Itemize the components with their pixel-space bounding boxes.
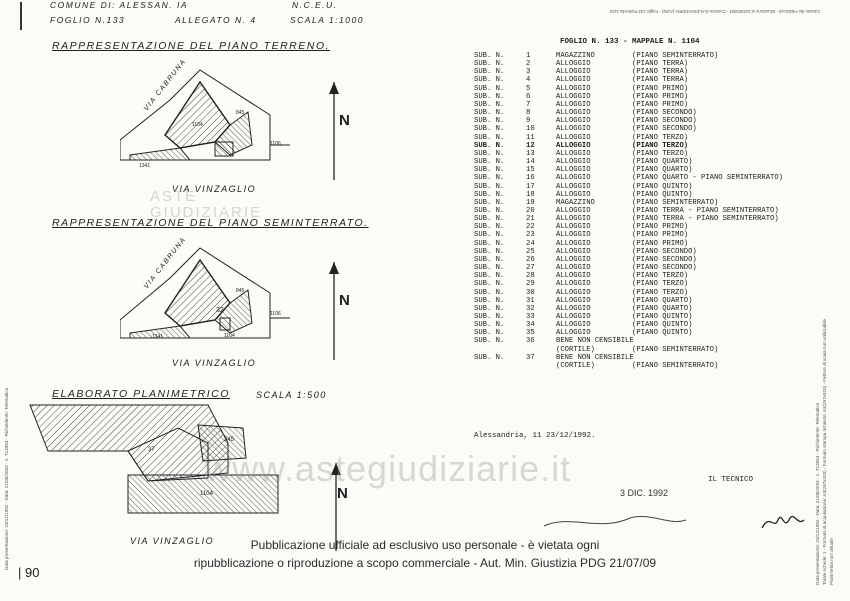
row-sub: SUB. N. — [474, 288, 505, 297]
row-floor: (PIANO TERRA - PIANO SEMINTERRATO) — [632, 215, 779, 224]
right-margin-note-2: Totale schede: 1 - Formato di acquisizione: A3(297x420) - Formato stampa richiesto: A3(297x420) - Fattore di scala non utilizzabile — [822, 318, 827, 585]
row-number: 29 — [526, 280, 535, 289]
footer-date: Alessandria, 11 23/12/1992. — [474, 432, 596, 440]
row-number: 19 — [526, 198, 535, 207]
row-use: ALLOGGIO — [556, 231, 591, 240]
row-number: 4 — [526, 76, 531, 85]
right-margin-note-1: Data presentazione: 23/12/1992 - Data: 21/06/2004 - n. T13054 - Richiedente: Telematico — [815, 402, 820, 585]
row-floor: (PIANO TERRA) — [632, 60, 689, 69]
table-row — [474, 134, 804, 142]
row-use: ALLOGGIO — [556, 60, 591, 69]
basement-street: VIA VINZAGLIO — [172, 358, 257, 368]
ground-floor-street: VIA VINZAGLIO — [172, 184, 257, 194]
table-row — [474, 85, 804, 93]
north-arrow-icon — [326, 82, 350, 182]
footer-tecnico: IL TECNICO — [708, 476, 754, 484]
row-number: 27 — [526, 264, 535, 273]
basement-label-1104: 1104 — [224, 333, 235, 339]
row-sub: SUB. N. — [474, 247, 505, 256]
table-row — [474, 329, 804, 337]
row-use: ALLOGGIO — [556, 288, 591, 297]
ground-floor-label-1104: 1104 — [192, 122, 203, 128]
row-floor: (PIANO SECONDO) — [632, 255, 697, 264]
row-number: 25 — [526, 247, 535, 256]
row-number: 20 — [526, 206, 535, 215]
row-sub: SUB. N. — [474, 117, 505, 126]
row-sub: SUB. N. — [474, 182, 505, 191]
row-floor: (PIANO QUINTO) — [632, 329, 693, 338]
row-use: ALLOGGIO — [556, 141, 591, 150]
row-floor: (PIANO QUARTO) — [632, 304, 693, 313]
row-sub: SUB. N. — [474, 52, 505, 60]
row-floor: (PIANO QUARTO) — [632, 296, 693, 305]
row-sub: SUB. N. — [474, 255, 505, 264]
row-floor: (PIANO QUARTO) — [632, 158, 693, 167]
row-sub: SUB. N. — [474, 337, 505, 346]
row-sub: SUB. N. — [474, 239, 505, 248]
row-floor: (PIANO TERZO) — [632, 280, 689, 289]
row-sub: SUB. N. — [474, 166, 505, 175]
row-sub: SUB. N. — [474, 198, 505, 207]
row-floor: (PIANO PRIMO) — [632, 84, 689, 93]
row-floor: (PIANO TERZO) — [632, 149, 689, 158]
row-floor: (PIANO PRIMO) — [632, 100, 689, 109]
notice-line-2: ripubblicazione o riproduzione a scopo commerciale - Aut. Min. Giustizia PDG 21/07/09 — [193, 556, 657, 570]
row-use: ALLOGGIO — [556, 304, 591, 313]
table-row — [474, 52, 804, 60]
row-floor: (PIANO SECONDO) — [632, 264, 697, 273]
watermark-brand-top: ASTE — [150, 188, 198, 205]
row-use: ALLOGGIO — [556, 117, 591, 126]
signature-icon — [760, 508, 806, 534]
row-sub: SUB. N. — [474, 280, 505, 289]
row-sub: SUB. N. — [474, 133, 505, 142]
row-number: 18 — [526, 190, 535, 199]
row-floor: (PIANO QUINTO) — [632, 190, 693, 199]
row-sub: SUB. N. — [474, 158, 505, 167]
row-use: ALLOGGIO — [556, 100, 591, 109]
row-number: 14 — [526, 158, 535, 167]
page-number-value: 90 — [25, 565, 40, 580]
row-number: 1 — [526, 52, 531, 60]
row-floor: (PIANO SECONDO) — [632, 117, 697, 126]
row-floor: (PIANO TERRA) — [632, 68, 689, 77]
table-row — [474, 289, 804, 297]
row-use: ALLOGGIO — [556, 158, 591, 167]
row-number: 35 — [526, 329, 535, 338]
row-sub: SUB. N. — [474, 109, 505, 118]
row-sub: SUB. N. — [474, 84, 505, 93]
ground-floor-label-1106: 1106 — [270, 141, 281, 147]
row-floor: (PIANO PRIMO) — [632, 92, 689, 101]
ground-floor-label-845: 845 — [236, 110, 245, 116]
table-row — [474, 142, 804, 150]
row-number: 17 — [526, 182, 535, 191]
site-plan-scale: SCALA 1:500 — [256, 390, 327, 400]
row-floor: (PIANO QUINTO) — [632, 321, 693, 330]
row-use: ALLOGGIO — [556, 133, 591, 142]
row-number: 37 — [526, 353, 535, 362]
table-row — [474, 346, 804, 354]
row-number: 31 — [526, 296, 535, 305]
row-use: ALLOGGIO — [556, 166, 591, 175]
table-row — [474, 183, 804, 191]
row-number: 22 — [526, 223, 535, 232]
ground-floor-north: N — [339, 112, 350, 129]
watermark-brand-bottom: GIUDIZIARIE — [150, 204, 263, 221]
table-row — [474, 248, 804, 256]
table-row — [474, 272, 804, 280]
site-plan-street: VIA VINZAGLIO — [130, 536, 215, 546]
stamp-smudge — [540, 506, 690, 536]
table-heading: FOGLIO N. 133 - MAPPALE N. 1104 — [560, 38, 700, 46]
basement-label-845: 845 — [236, 288, 245, 294]
row-number: 12 — [526, 141, 535, 150]
row-sub: SUB. N. — [474, 141, 505, 150]
row-number: 21 — [526, 215, 535, 224]
row-number: 16 — [526, 174, 535, 183]
row-use: (CORTILE) — [556, 345, 595, 354]
top-margin-note: Catasto dei Fabbricati - Situazione al 21/06/2004 - Comune di ALESSANDRIA (A182) - Foglio 133 Particella 1104 — [609, 9, 820, 14]
table-row — [474, 207, 804, 215]
basement-label-1106: 1106 — [270, 311, 281, 317]
row-use: ALLOGGIO — [556, 255, 591, 264]
row-use: ALLOGGIO — [556, 313, 591, 321]
row-sub: SUB. N. — [474, 125, 505, 134]
row-use: ALLOGGIO — [556, 76, 591, 85]
row-use: ALLOGGIO — [556, 272, 591, 281]
header-scala: SCALA 1:1000 — [290, 15, 364, 25]
row-floor — [632, 337, 804, 345]
row-use: ALLOGGIO — [556, 264, 591, 273]
site-plan-title: ELABORATO PLANIMETRICO — [52, 388, 230, 400]
row-floor — [632, 354, 804, 362]
basement-side-street: VIA CABRUNA — [143, 235, 188, 291]
table-row — [474, 199, 804, 207]
table-row — [474, 305, 804, 313]
table-row — [474, 362, 804, 370]
north-arrow-icon — [326, 262, 350, 362]
table-row — [474, 354, 804, 362]
row-number: 6 — [526, 92, 531, 101]
header-foglio: FOGLIO N.133 — [50, 15, 126, 25]
row-use: ALLOGGIO — [556, 149, 591, 158]
table-row — [474, 313, 804, 321]
row-sub: SUB. N. — [474, 296, 505, 305]
table-row — [474, 240, 804, 248]
header-nceu: N.C.E.U. — [292, 0, 338, 10]
table-row — [474, 68, 804, 76]
row-number: 23 — [526, 231, 535, 240]
row-use: ALLOGGIO — [556, 190, 591, 199]
row-use: (CORTILE) — [556, 361, 595, 370]
right-margin-note-3: Planimetria non attuale — [829, 538, 834, 585]
row-sub: SUB. N. — [474, 100, 505, 109]
table-row — [474, 166, 804, 174]
row-floor: (PIANO SECONDO) — [632, 247, 697, 256]
row-floor: (PIANO QUARTO) — [632, 166, 693, 175]
row-floor: (PIANO PRIMO) — [632, 223, 689, 232]
row-sub: SUB. N. — [474, 329, 505, 338]
row-number: 13 — [526, 149, 535, 158]
left-margin-note: Data presentazione: 23/12/1992 - Data: 21/06/2004 - n. T13054 - Richiedente: Telematico — [4, 387, 9, 570]
row-use: ALLOGGIO — [556, 92, 591, 101]
row-floor: (PIANO TERZO) — [632, 141, 689, 150]
table-row — [474, 174, 804, 182]
table-row — [474, 280, 804, 288]
row-floor: (PIANO SEMINTERRATO) — [632, 361, 719, 370]
row-use: ALLOGGIO — [556, 296, 591, 305]
row-sub: SUB. N. — [474, 353, 505, 362]
page-number: | 90 — [18, 565, 40, 580]
row-number: 24 — [526, 239, 535, 248]
row-floor: (PIANO TERZO) — [632, 272, 689, 281]
row-sub: SUB. N. — [474, 190, 505, 199]
row-floor: (PIANO SECONDO) — [632, 109, 697, 118]
row-use: ALLOGGIO — [556, 321, 591, 330]
row-number: 3 — [526, 68, 531, 77]
row-floor: (PIANO QUARTO - PIANO SEMINTERRATO) — [632, 174, 783, 183]
ground-floor-title: RAPPRESENTAZIONE DEL PIANO TERRENO. — [52, 40, 330, 52]
row-floor: (PIANO TERRA) — [632, 76, 689, 85]
row-sub: SUB. N. — [474, 76, 505, 85]
sub-table — [474, 52, 804, 370]
basement-north: N — [339, 292, 350, 309]
row-number: 11 — [526, 133, 535, 142]
site-plan-north: N — [337, 485, 348, 502]
basement-plan — [120, 235, 310, 356]
row-sub: SUB. N. — [474, 231, 505, 240]
row-floor: (PIANO TERZO) — [632, 133, 689, 142]
row-number: 26 — [526, 255, 535, 264]
row-sub: SUB. N. — [474, 313, 505, 321]
row-use: ALLOGGIO — [556, 215, 591, 224]
row-use: ALLOGGIO — [556, 329, 591, 338]
row-number: 7 — [526, 100, 531, 109]
row-floor: (PIANO SEMINTERRATO) — [632, 345, 719, 354]
footer-stamp: 3 DIC. 1992 — [620, 488, 669, 498]
basement-label-32: 32 — [216, 307, 224, 314]
table-row — [474, 125, 804, 133]
row-floor: (PIANO SECONDO) — [632, 125, 697, 134]
row-floor: (PIANO TERZO) — [632, 288, 689, 297]
row-use: ALLOGGIO — [556, 206, 591, 215]
row-floor: (PIANO QUINTO) — [632, 182, 693, 191]
table-row — [474, 215, 804, 223]
row-number: 34 — [526, 321, 535, 330]
ground-floor-label-1341: 1341 — [139, 163, 151, 169]
row-floor: (PIANO SEMINTERRATO) — [632, 52, 719, 60]
row-sub: SUB. N. — [474, 174, 505, 183]
table-row — [474, 150, 804, 158]
row-number: 36 — [526, 337, 535, 346]
row-sub — [474, 346, 526, 354]
ground-floor-plan — [120, 57, 310, 190]
row-floor: (PIANO QUINTO) — [632, 313, 693, 321]
notice-line-1: Pubblicazione ufficiale ad esclusivo uso personale - è vietata ogni — [250, 538, 600, 552]
row-sub: SUB. N. — [474, 272, 505, 281]
site-plan-label-37: 37 — [148, 447, 155, 453]
table-row — [474, 93, 804, 101]
row-sub: SUB. N. — [474, 68, 505, 77]
row-sub: SUB. N. — [474, 264, 505, 273]
row-sub: SUB. N. — [474, 304, 505, 313]
table-row — [474, 158, 804, 166]
table-row — [474, 117, 804, 125]
row-number — [526, 346, 556, 354]
row-use: BENE NON CENSIBILE — [556, 337, 634, 346]
row-sub: SUB. N. — [474, 321, 505, 330]
table-row — [474, 76, 804, 84]
left-border-mark — [20, 2, 22, 30]
row-sub: SUB. N. — [474, 60, 505, 69]
row-use: ALLOGGIO — [556, 174, 591, 183]
row-floor: (PIANO PRIMO) — [632, 239, 689, 248]
table-row — [474, 60, 804, 68]
row-floor: (PIANO TERRA - PIANO SEMINTERRATO) — [632, 206, 779, 215]
ground-floor-side-street: VIA CABRUNA — [143, 57, 188, 113]
row-sub: SUB. N. — [474, 223, 505, 232]
row-number: 33 — [526, 313, 535, 321]
row-number: 8 — [526, 109, 531, 118]
table-row — [474, 297, 804, 305]
basement-label-1341: 1341 — [152, 334, 164, 340]
row-sub: SUB. N. — [474, 92, 505, 101]
row-use: ALLOGGIO — [556, 68, 591, 77]
table-row — [474, 264, 804, 272]
table-row — [474, 231, 804, 239]
row-number: 32 — [526, 304, 535, 313]
watermark-site: www.astegiudiziarie.it — [205, 448, 572, 489]
row-number — [526, 362, 556, 370]
row-use: MAGAZZINO — [556, 198, 595, 207]
row-number: 15 — [526, 166, 535, 175]
row-use: BENE NON CENSIBILE — [556, 353, 634, 362]
row-use: ALLOGGIO — [556, 280, 591, 289]
table-row — [474, 101, 804, 109]
table-row — [474, 191, 804, 199]
row-sub: SUB. N. — [474, 149, 505, 158]
row-number: 2 — [526, 60, 531, 69]
site-plan-label-345: 345 — [224, 437, 235, 443]
site-plan-label-1104: 1104 — [200, 491, 213, 497]
row-sub: SUB. N. — [474, 215, 505, 224]
table-row — [474, 223, 804, 231]
row-number: 28 — [526, 272, 535, 281]
row-use: ALLOGGIO — [556, 223, 591, 232]
table-row — [474, 256, 804, 264]
table-row — [474, 109, 804, 117]
row-use: ALLOGGIO — [556, 109, 591, 118]
row-sub — [474, 362, 526, 370]
row-number: 30 — [526, 288, 535, 297]
row-use: ALLOGGIO — [556, 239, 591, 248]
row-use: ALLOGGIO — [556, 247, 591, 256]
table-row — [474, 321, 804, 329]
row-floor: (PIANO SEMINTERRATO) — [632, 198, 719, 207]
header-comune: COMUNE DI: ALESSAN. IA — [50, 0, 189, 10]
row-use: ALLOGGIO — [556, 182, 591, 191]
row-number: 10 — [526, 125, 535, 134]
row-number: 5 — [526, 84, 531, 93]
row-use: MAGAZZINO — [556, 52, 595, 60]
row-floor: (PIANO PRIMO) — [632, 231, 689, 240]
table-row — [474, 337, 804, 345]
row-sub: SUB. N. — [474, 206, 505, 215]
row-use: ALLOGGIO — [556, 125, 591, 134]
row-number: 9 — [526, 117, 531, 126]
header-allegato: ALLEGATO N. 4 — [175, 15, 257, 25]
basement-title: RAPPRESENTAZIONE DEL PIANO SEMINTERRATO. — [52, 217, 369, 229]
row-use: ALLOGGIO — [556, 84, 591, 93]
